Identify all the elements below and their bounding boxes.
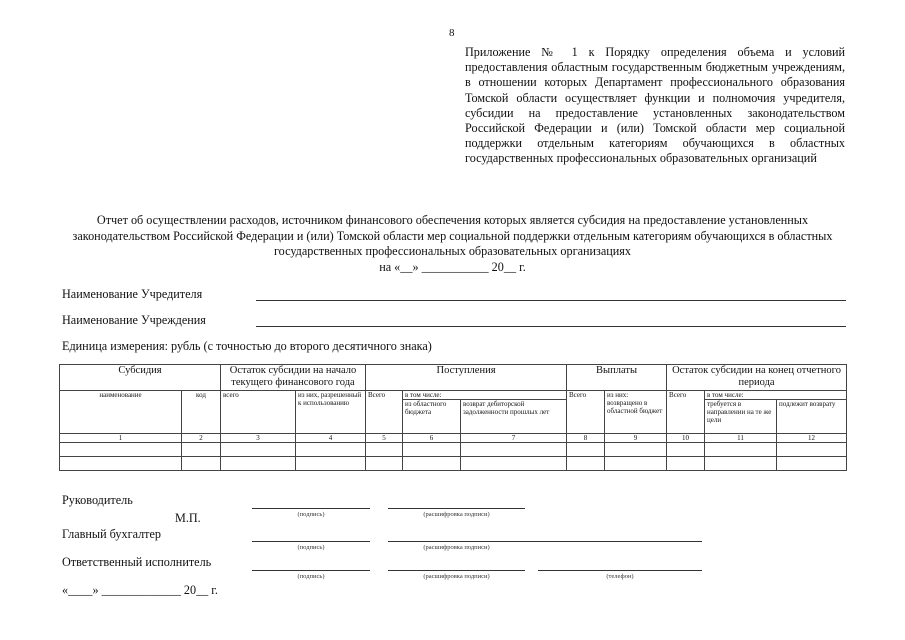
header-required-same-purpose: требуется в направлении на те же цели <box>705 400 777 434</box>
table-cell[interactable] <box>403 457 461 471</box>
table-cell[interactable] <box>567 457 605 471</box>
table-group-header-row <box>60 365 847 391</box>
unit-label: Единица измерения: рубль (с точностью до второго десятичного знака) <box>62 339 432 353</box>
head-signature-field[interactable] <box>252 508 370 509</box>
accountant-signature-field[interactable] <box>252 541 370 542</box>
table-row <box>60 443 847 457</box>
executor-decoding-field[interactable] <box>388 570 525 571</box>
accountant-signature-hint: (подпись) <box>297 544 325 551</box>
header-including-end: в том числе: <box>705 391 847 400</box>
table-cell[interactable] <box>461 457 567 471</box>
executor-phone-hint: (телефон) <box>606 573 634 580</box>
table-row <box>60 457 847 471</box>
head-decoding-hint: (расшифровка подписи) <box>423 511 490 518</box>
table-cell[interactable] <box>605 457 667 471</box>
institution-field[interactable] <box>256 326 846 327</box>
header-allowed-use: из них, разрешенный к использованию <box>296 391 366 434</box>
header-receipts: Поступления <box>366 365 567 391</box>
founder-field[interactable] <box>256 300 846 301</box>
accountant-decoding-hint: (расшифровка подписи) <box>423 544 490 551</box>
table-cell[interactable] <box>461 443 567 457</box>
header-total-payments: Всего <box>567 391 605 434</box>
header-regional-budget: из областного бюджета <box>403 400 461 434</box>
report-date: на «__» ___________ 20__ г. <box>379 259 526 274</box>
column-number: 5 <box>366 434 403 443</box>
column-number: 11 <box>705 434 777 443</box>
table-cell[interactable] <box>296 443 366 457</box>
chief-accountant-label: Главный бухгалтер <box>62 527 162 541</box>
table-cell[interactable] <box>221 443 296 457</box>
table-cell[interactable] <box>403 443 461 457</box>
table-cell[interactable] <box>296 457 366 471</box>
signature-date: «____» _____________ 20__ г. <box>62 583 218 597</box>
table-cell[interactable] <box>777 443 847 457</box>
table-cell[interactable] <box>366 443 403 457</box>
executor-phone-field[interactable] <box>538 570 702 571</box>
header-payments: Выплаты <box>567 365 667 391</box>
column-number-row <box>60 434 847 443</box>
column-number: 12 <box>777 434 847 443</box>
header-receivables-return: возврат дебиторской задолженности прошлых лет <box>461 400 567 434</box>
table-cell[interactable] <box>667 457 705 471</box>
appendix-note: Приложение № 1 к Порядку определения объема и условий предоставления областным государственным бюджетным учреждениям, в отношении которых Департамент профессионального образования Томской области осуществляет функции и полномочия учредителя, субсидии на предоставление установленных законодательством Российской Федерации и (или) Томской области мер социальной поддержки отдельным категориям обучающихся в областных государственных профессиональных образовательных организаций <box>465 45 845 166</box>
header-to-be-returned: подлежит возврату <box>777 400 847 434</box>
table-cell[interactable] <box>60 457 182 471</box>
report-title <box>60 213 845 275</box>
table-cell[interactable] <box>221 457 296 471</box>
institution-label: Наименование Учреждения <box>62 313 206 327</box>
stamp-label: М.П. <box>175 511 201 525</box>
column-number: 1 <box>60 434 182 443</box>
column-number: 3 <box>221 434 296 443</box>
column-number: 8 <box>567 434 605 443</box>
table-cell[interactable] <box>705 457 777 471</box>
founder-label: Наименование Учредителя <box>62 287 203 301</box>
header-returned-budget: из них: возвращено в областной бюджет <box>605 391 667 434</box>
executor-label: Ответственный исполнитель <box>62 555 212 569</box>
page-number: 8 <box>449 27 455 39</box>
table-cell[interactable] <box>567 443 605 457</box>
accountant-decoding-field[interactable] <box>388 541 702 542</box>
header-including-receipts: в том числе: <box>403 391 567 400</box>
header-total-start: всего <box>221 391 296 434</box>
table-cell[interactable] <box>366 457 403 471</box>
column-number: 7 <box>461 434 567 443</box>
table-cell[interactable] <box>605 443 667 457</box>
header-end-balance: Остаток субсидии на конец отчетного периода <box>667 365 847 391</box>
table-cell[interactable] <box>705 443 777 457</box>
executor-decoding-hint: (расшифровка подписи) <box>423 573 490 580</box>
table-cell[interactable] <box>182 443 221 457</box>
head-decoding-field[interactable] <box>388 508 525 509</box>
head-signature-hint: (подпись) <box>297 511 325 518</box>
header-code: код <box>182 391 221 434</box>
column-number: 2 <box>182 434 221 443</box>
head-label: Руководитель <box>62 493 133 507</box>
table-cell[interactable] <box>60 443 182 457</box>
header-total-end: Всего <box>667 391 705 434</box>
table-cell[interactable] <box>777 457 847 471</box>
header-total-receipts: Всего <box>366 391 403 434</box>
header-name: наименование <box>60 391 182 434</box>
table-sub-header-row-1 <box>60 391 847 400</box>
table-cell[interactable] <box>667 443 705 457</box>
executor-signature-field[interactable] <box>252 570 370 571</box>
executor-signature-hint: (подпись) <box>297 573 325 580</box>
column-number: 6 <box>403 434 461 443</box>
column-number: 10 <box>667 434 705 443</box>
column-number: 9 <box>605 434 667 443</box>
report-title-text: Отчет об осуществлении расходов, источником финансового обеспечения которых является субсидия на предоставление установленных законодательством Российской Федерации и (или) Томской области мер социальной поддержки отдельным категориям обучающихся в областных государственных профессиональных образовательных организациях <box>72 213 833 258</box>
table-cell[interactable] <box>182 457 221 471</box>
header-subsidy: Субсидия <box>60 365 221 391</box>
header-start-balance: Остаток субсидии на начало текущего финансового года <box>221 365 366 391</box>
report-table <box>59 364 847 471</box>
column-number: 4 <box>296 434 366 443</box>
